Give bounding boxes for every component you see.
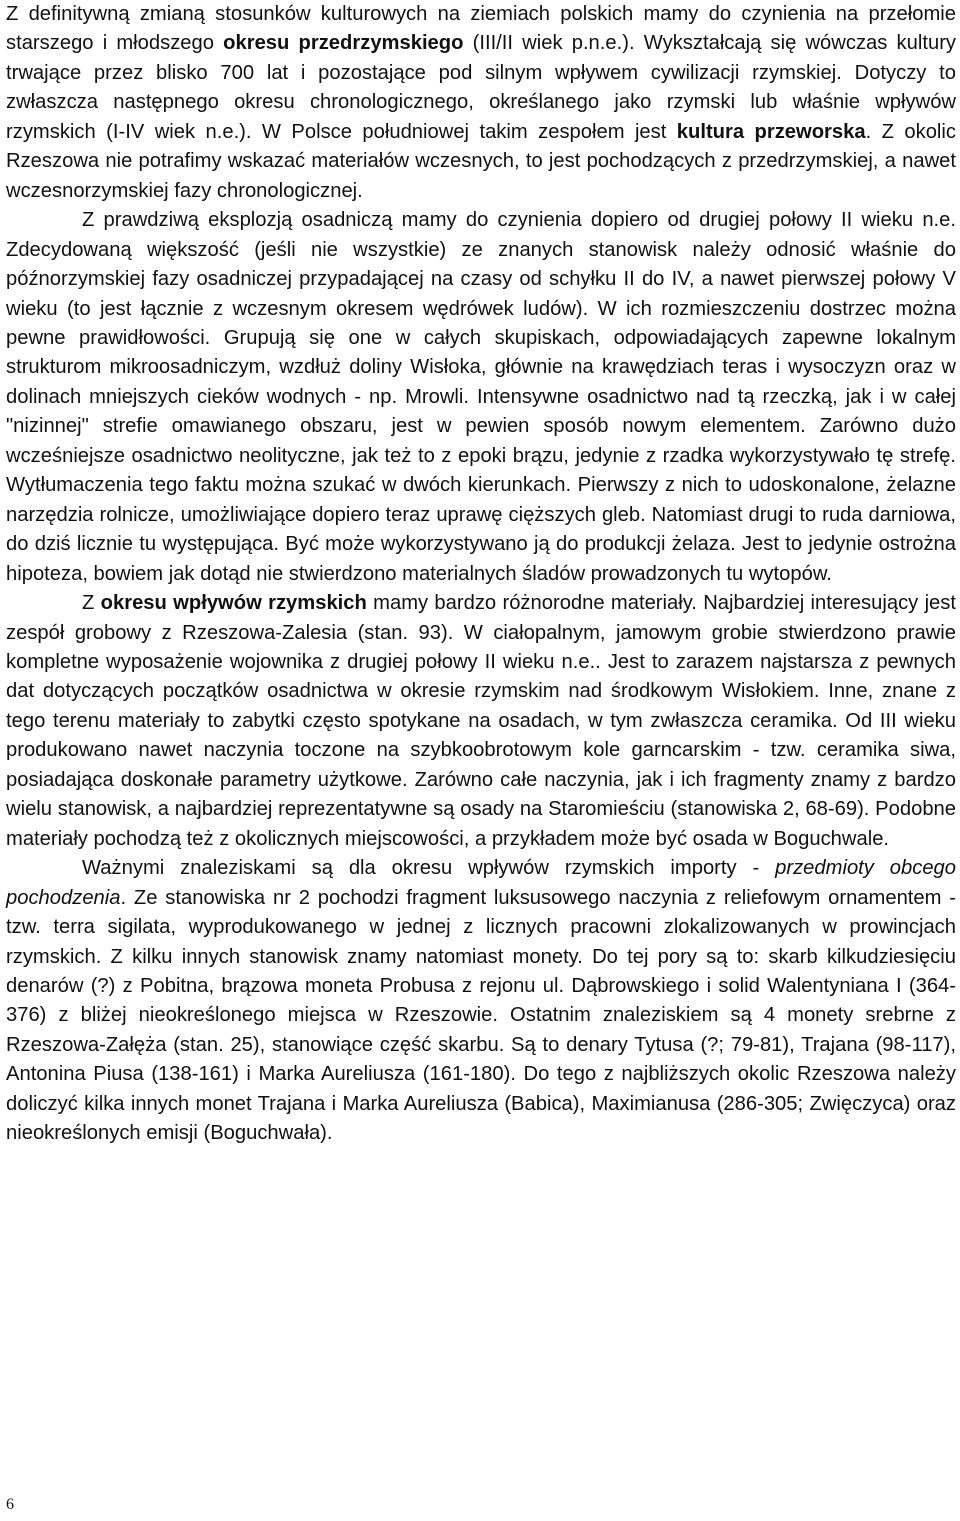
italic-term: przedmioty obcego pochodzenia — [6, 857, 956, 909]
paragraph — [6, 589, 956, 854]
page-number: 6 — [6, 1496, 14, 1513]
text-run: Z — [82, 592, 101, 615]
text-run: mamy bardzo różnorodne materiały. Najbardziej interesujący jest zespół grobowy z Rzeszowa-Zalesia (stan. 93). W ciałopalnym, jamowym grobie stwierdzono prawie kompletne wyposażenie wojownika z drugiej połowy II wieku n.e.. Jest to zarazem najstarsza z pewnych dat dotyczących początków osadnictwa w okresie rzymskim nad środkowym Wisłokiem. Inne, znane z tego terenu materiały to zabytki często spotykane na osadach, w tym zwłaszcza ceramika. Od III wieku produkowano nawet naczynia toczone na szybkoobrotowym kole garncarskim - tzw. ceramika siwa, posiadająca doskonałe parametry użytkowe. Zarówno całe naczynia, jak i ich fragmenty znamy z bardzo wielu stanowisk, a najbardziej reprezentatywne są osady na Staromieściu (stanowiska 2, 68-69). Podobne materiały pochodzą też z okolicznych miejscowości, a przykładem może być osada w Boguchwale. — [6, 592, 956, 850]
text-run: Ważnymi znaleziskami są dla okresu wpływów rzymskich importy - — [82, 857, 776, 880]
text-run: (III/II wiek p.n.e.). Wykształcają się wówczas kultury trwające przez blisko 700 lat i pozostające pod silnym wpływem cywilizacji rzymskiej. Dotyczy to zwłaszcza następnego okresu chronologicznego, określanego jako rzymski lub właśnie wpływów rzymskich (I-IV wiek n.e.). W Polsce południowej takim zespołem jest — [6, 32, 957, 143]
paragraph — [6, 854, 956, 1149]
text-run: Z prawdziwą eksplozją osadniczą mamy do czynienia dopiero od drugiej połowy II wieku n.e. Zdecydowaną większość (jeśli nie wszystkie) ze znanych stanowisk należy odnosić właśnie do późnorzymskiej fazy osadniczej przypadającej na czasy od schyłku II do IV, a nawet pierwszej połowy V wieku (to jest łącznie z wczesnym okresem wędrówek ludów). W ich rozmieszczeniu dostrzec można pewne prawidłowości. Grupują się one w całych skupiskach, odpowiadających zapewne lokalnym strukturom mikroosadniczym, wzdłuż doliny Wisłoka, głównie na krawędziach teras i wysoczyzn oraz w dolinach mniejszych cieków wodnych - np. Mrowli. Intensywne osadnictwo nad tą rzeczką, jak i w całej "nizinnej" strefie omawianego obszaru, jest w pewien sposób nowym elementem. Zarówno dużo wcześniejsze osadnictwo neolityczne, jak też to z epoki brązu, jedynie z rzadka wykorzystywało tę strefę. Wytłumaczenia tego faktu można szukać w dwóch kierunkach. Pierwszy z nich to udoskonalone, żelazne narzędzia rolnicze, umożliwiające dopiero teraz uprawę cięższych gleb. Natomiast drugi to ruda darniowa, do dziś licznie tu występująca. Być może wykorzystywano ją do produkcji żelaza. Jest to jedynie ostrożna hipoteza, bowiem jak dotąd nie stwierdzono materialnych śladów prowadzonych tu wytopów. — [6, 209, 956, 585]
text-run: . Z okolic Rzeszowa nie potrafimy wskazać materiałów wczesnych, to jest pochodzących z przedrzymskiej, a nawet wczesnorzymskiej fazy chronologicznej. — [6, 120, 956, 202]
bold-term: kultura przeworska — [676, 120, 866, 143]
document-page — [6, 0, 956, 1149]
text-body — [6, 0, 956, 1149]
paragraph — [6, 206, 956, 589]
text-run: . Ze stanowiska nr 2 pochodzi fragment luksusowego naczynia z reliefowym ornamentem - tzw. terra sigilata, wyprodukowanego w jednej z licznych pracowni zlokalizowanych w prowincjach rzymskich. Z kilku innych stanowisk znamy natomiast monety. Do tej pory są to: skarb kilkudziesięciu denarów (?) z Pobitna, brązowa moneta Probusa z rejonu ul. Dąbrowskiego i solid Walentyniana I (364-376) z bliżej nieokreślonego miejsca w Rzeszowie. Ostatnim znaleziskiem są 4 monety srebrne z Rzeszowa-Załęża (stan. 25), stanowiące część skarbu. Są to denary Tytusa (?; 79-81), Trajana (98-117), Antonina Piusa (138-161) i Marka Aureliusza (161-180). Do tego z najbliższych okolic Rzeszowa należy doliczyć kilka innych monet Trajana i Marka Aureliusza (Babica), Maximianusa (286-305; Zwięczyca) oraz nieokreślonych emisji (Boguchwała). — [6, 886, 956, 1145]
text-run: Z definitywną zmianą stosunków kulturowych na ziemiach polskich mamy do czynienia na przełomie starszego i młodszego — [6, 3, 956, 55]
paragraph — [6, 0, 956, 206]
bold-term: okresu wpływów rzymskich — [100, 592, 367, 615]
bold-term: okresu przedrzymskiego — [223, 32, 464, 55]
